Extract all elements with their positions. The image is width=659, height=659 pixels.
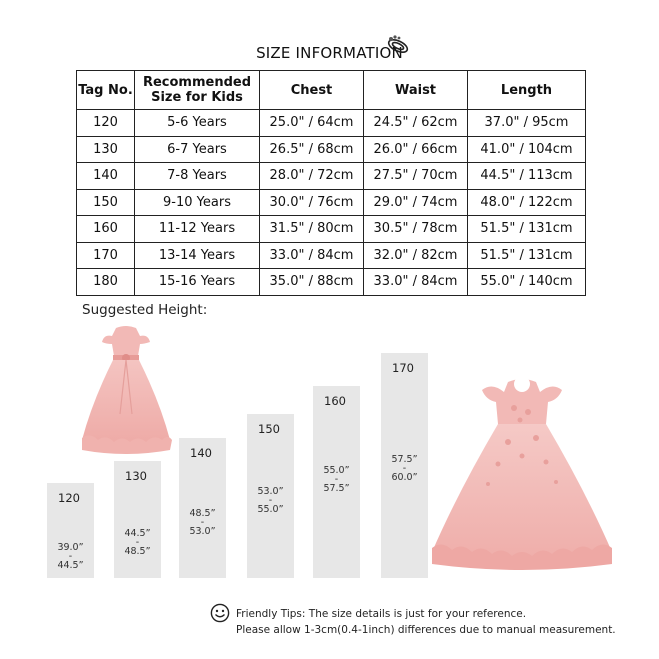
height-range-dash: -: [200, 517, 205, 528]
table-cell: 9-10 Years: [135, 189, 260, 216]
height-range-dash: -: [334, 474, 339, 485]
table-cell: 24.5" / 62cm: [364, 110, 468, 137]
table-cell: 15-16 Years: [135, 269, 260, 296]
table-cell: 33.0" / 84cm: [364, 269, 468, 296]
header-chest: Chest: [260, 71, 364, 110]
tips-line-2: Please allow 1-3cm(0.4-1inch) differences due to manual measurement.: [236, 624, 616, 636]
table-cell: 55.0" / 140cm: [468, 269, 586, 296]
table-header-row: [77, 71, 586, 110]
friendly-tips: [236, 606, 616, 638]
table-row: [77, 110, 586, 137]
table-cell: 30.0" / 76cm: [260, 189, 364, 216]
height-bar-size: 170: [392, 361, 414, 375]
height-bar-size: 150: [258, 422, 280, 436]
table-cell: 28.0" / 72cm: [260, 163, 364, 190]
height-min: 44.5”: [124, 528, 151, 539]
size-table: [76, 70, 586, 296]
header-tag-no: Tag No.: [77, 71, 135, 110]
height-max: 55.0”: [257, 504, 284, 515]
table-row: [77, 269, 586, 296]
height-bar-range: [114, 528, 161, 558]
table-cell: 160: [77, 216, 135, 243]
header-waist: Waist: [364, 71, 468, 110]
height-max: 60.0”: [391, 472, 418, 483]
height-bar-range: [47, 542, 94, 572]
table-row: [77, 136, 586, 163]
height-bar: [247, 414, 294, 578]
height-bar: [47, 483, 94, 578]
height-bar-range: [313, 465, 360, 495]
height-max: 44.5”: [57, 560, 84, 571]
table-cell: 150: [77, 189, 135, 216]
table-row: [77, 163, 586, 190]
table-cell: 41.0" / 104cm: [468, 136, 586, 163]
table-cell: 48.0" / 122cm: [468, 189, 586, 216]
height-bar-size: 140: [190, 446, 212, 460]
height-bar: [313, 386, 360, 578]
height-range-dash: -: [68, 551, 73, 562]
height-range-dash: -: [402, 463, 407, 474]
table-cell: 180: [77, 269, 135, 296]
table-cell: 170: [77, 242, 135, 269]
table-cell: 140: [77, 163, 135, 190]
table-cell: 130: [77, 136, 135, 163]
table-cell: 51.5" / 131cm: [468, 216, 586, 243]
height-bar-range: [179, 508, 226, 538]
height-min: 53.0”: [257, 486, 284, 497]
table-cell: 7-8 Years: [135, 163, 260, 190]
height-min: 48.5”: [189, 508, 216, 519]
height-bar-size: 120: [58, 491, 80, 505]
header-recommended-size: Recommended Size for Kids: [135, 71, 260, 110]
table-cell: 37.0" / 95cm: [468, 110, 586, 137]
height-bar-range: [247, 486, 294, 516]
height-min: 57.5”: [391, 454, 418, 465]
dress-front-image: [428, 372, 616, 570]
table-cell: 25.0" / 64cm: [260, 110, 364, 137]
height-range-dash: -: [135, 537, 140, 548]
height-bar: [179, 438, 226, 578]
table-cell: 13-14 Years: [135, 242, 260, 269]
table-cell: 30.5" / 78cm: [364, 216, 468, 243]
height-max: 48.5”: [124, 546, 151, 557]
table-cell: 5-6 Years: [135, 110, 260, 137]
ring-icon: [385, 33, 411, 55]
table-cell: 31.5" / 80cm: [260, 216, 364, 243]
height-max: 53.0”: [189, 526, 216, 537]
height-bar-size: 160: [324, 394, 346, 408]
height-min: 55.0”: [323, 465, 350, 476]
table-cell: 27.5" / 70cm: [364, 163, 468, 190]
height-range-dash: -: [268, 495, 273, 506]
table-row: [77, 216, 586, 243]
table-row: [77, 189, 586, 216]
tips-line-1: Friendly Tips: The size details is just for your reference.: [236, 608, 527, 620]
height-bar-size: 130: [125, 469, 147, 483]
height-bar-range: [381, 454, 428, 484]
table-cell: 44.5" / 113cm: [468, 163, 586, 190]
table-cell: 29.0" / 74cm: [364, 189, 468, 216]
height-bar: [381, 353, 428, 578]
height-max: 57.5”: [323, 483, 350, 494]
dress-back-image: [80, 322, 172, 456]
height-bar: [114, 461, 161, 578]
table-cell: 33.0" / 84cm: [260, 242, 364, 269]
page-title: SIZE INFORMATION: [256, 44, 403, 62]
table-cell: 51.5" / 131cm: [468, 242, 586, 269]
table-cell: 32.0" / 82cm: [364, 242, 468, 269]
suggested-height-label: Suggested Height:: [82, 302, 208, 318]
table-cell: 26.5" / 68cm: [260, 136, 364, 163]
table-cell: 11-12 Years: [135, 216, 260, 243]
table-cell: 6-7 Years: [135, 136, 260, 163]
table-row: [77, 242, 586, 269]
table-cell: 35.0" / 88cm: [260, 269, 364, 296]
height-min: 39.0”: [57, 542, 84, 553]
smile-icon: [210, 603, 230, 623]
table-cell: 120: [77, 110, 135, 137]
header-length: Length: [468, 71, 586, 110]
table-cell: 26.0" / 66cm: [364, 136, 468, 163]
